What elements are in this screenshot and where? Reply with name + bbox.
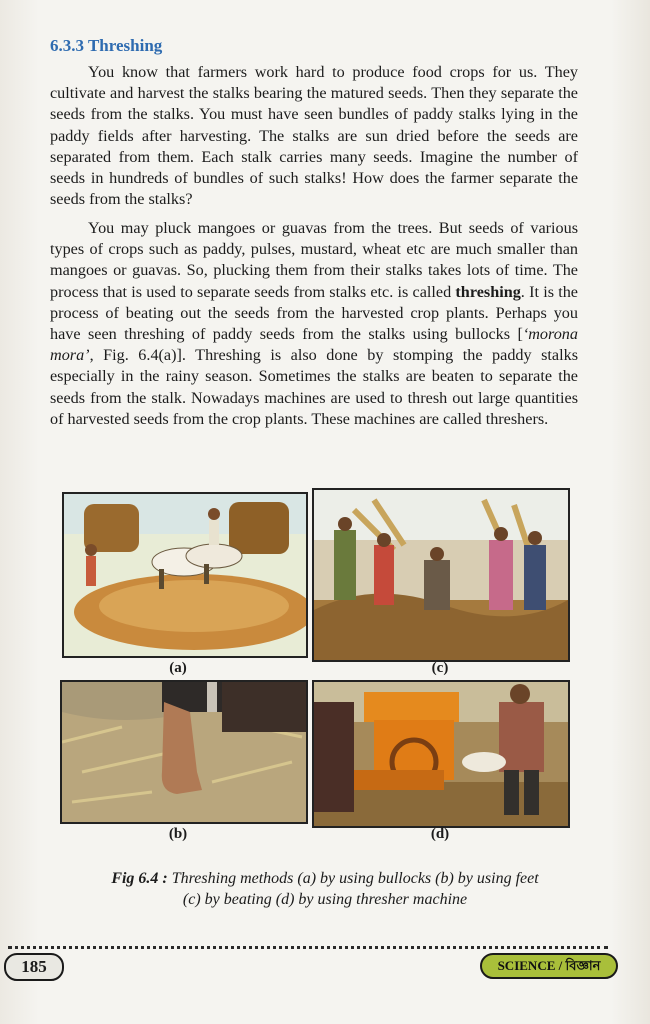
term-threshing: threshing <box>455 282 521 301</box>
figure-b-feet-photo <box>60 680 308 824</box>
figure-a-bullocks-illustration <box>62 492 308 658</box>
figure-c-beating-photo <box>312 488 570 662</box>
caption-figure-number: Fig 6.4 : <box>111 870 168 887</box>
paragraph-2-part-2: . It is the process of beating out the seeds from the harvested crop plants. Perhaps you have seen threshing of paddy seeds from the stalks using bullocks [ <box>50 282 578 344</box>
figure-label-b: (b) <box>168 826 188 842</box>
caption-line-1: Threshing methods (a) by using bullocks (b) by using feet <box>167 870 539 887</box>
figure-label-d: (d) <box>430 826 450 842</box>
paragraph-2 <box>50 218 578 430</box>
paragraph-2-part-3: , Fig. 6.4(a)]. Threshing is also done by stomping the paddy stalks especially in the rainy season. Sometimes the stalks are beaten to separate the seeds from the stalk. Nowadays machines are used to thresh out large quantities of harvested seeds from the crop plants. These machines are called threshers. <box>50 346 578 428</box>
paragraph-1: You know that farmers work hard to produce food crops for us. They cultivate and harvest the stalks bearing the matured seeds. Then they separate the seeds from the stalks. You must have seen bundles of paddy stalks lying in the paddy fields after harvesting. The stalks are sun dried before the seeds are separated from them. Each stalk carries many seeds. Imagine the number of seeds in hundreds of bundles of such stalks! How does the farmer separate the seeds from the stalks? <box>50 63 578 209</box>
footer-dotted-divider <box>8 946 608 949</box>
section-number: 6.3.3 <box>50 36 84 55</box>
figure-d-thresher-machine-photo <box>312 680 570 828</box>
caption-line-2: (c) by beating (d) by using thresher machine <box>182 891 468 908</box>
subject-badge: SCIENCE / বিজ্ঞান <box>480 953 618 979</box>
section-title: Threshing <box>87 36 163 55</box>
figure-caption <box>50 868 600 910</box>
figure-label-a: (a) <box>169 660 187 676</box>
page-number: 185 <box>4 953 64 981</box>
section-heading <box>50 36 162 56</box>
paragraph-2-part-1: You may pluck mangoes or guavas from the trees. But seeds of various types of crops such as paddy, pulses, mustard, wheat etc are much smaller than mangoes or guavas. So, plucking them from their stalks takes lots of time. The process that is used to separate seeds from stalks etc. is called <box>50 219 578 301</box>
figure-label-c: (c) <box>431 660 449 676</box>
term-morona-mora: ‘morona mora’ <box>50 325 578 365</box>
